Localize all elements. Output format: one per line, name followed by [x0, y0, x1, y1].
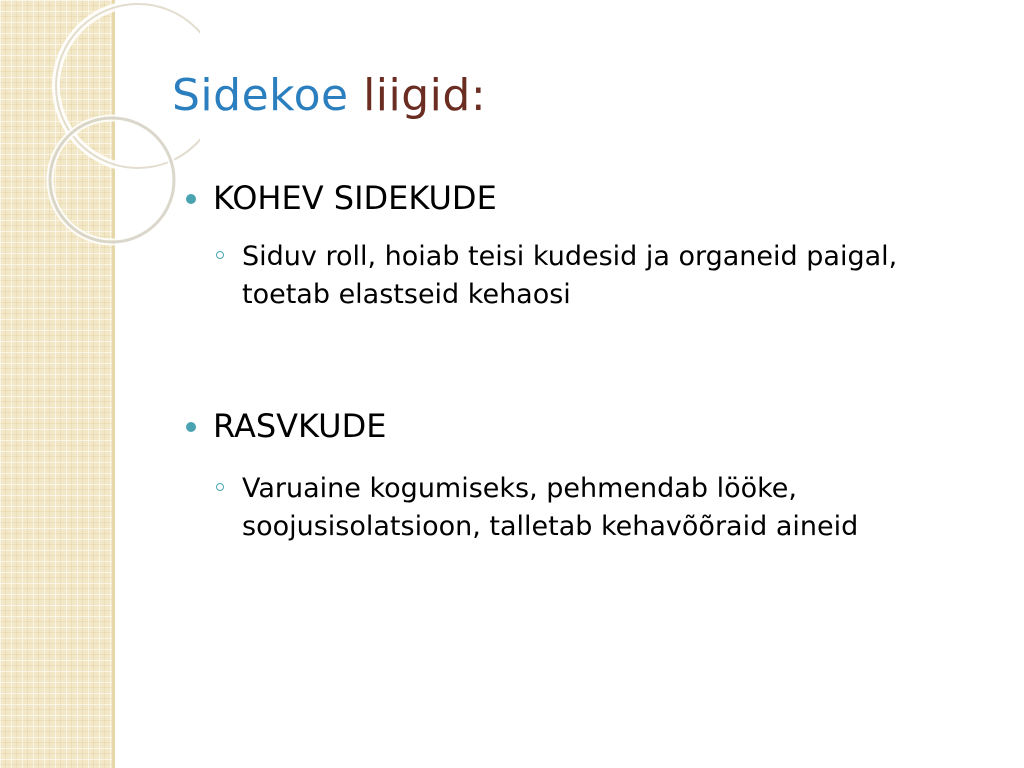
slide-title — [172, 64, 486, 128]
decorative-circles — [0, 0, 200, 300]
bullet-dot-icon — [186, 194, 196, 204]
slide-title-part2: liigid: — [363, 70, 487, 121]
bullet-heading: KOHEV SIDEKUDE — [213, 179, 497, 217]
sub-bullet-ring-icon — [216, 483, 224, 491]
sub-bullet-ring-icon — [216, 251, 224, 259]
bullet-heading: RASVKUDE — [213, 407, 387, 445]
bullet-dot-icon — [186, 422, 196, 432]
sub-bullet-text: Varuaine kogumiseks, pehmendab lööke, soojusisolatsioon, talletab kehavõõraid aineid — [242, 473, 859, 542]
slide-title-part1: Sidekoe — [172, 70, 349, 121]
sub-bullet-text: Siduv roll, hoiab teisi kudesid ja organeid paigal, toetab elastseid kehaosi — [242, 241, 898, 310]
decorative-circle-inner-shade — [50, 118, 174, 242]
